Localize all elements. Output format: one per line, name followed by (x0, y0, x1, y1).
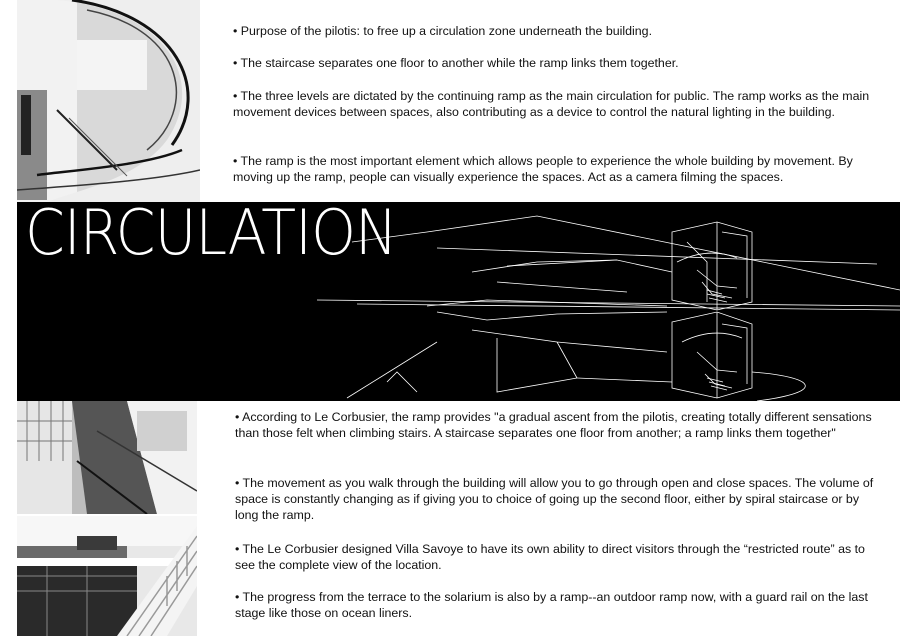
page-title: CIRCULATION (25, 202, 397, 269)
outdoor-ramp-photo (17, 516, 197, 636)
ramp-wireframe-drawing (17, 202, 900, 401)
bottom-paragraph-2: • The movement as you walk through the building will allow you to go through open and close spaces. The volume of space is constantly changing as if giving you to choice of going up the second floor, either by spiral staircase or by long the ramp. (235, 476, 874, 522)
bottom-paragraph-4: • The progress from the terrace to the solarium is also by a ramp--an outdoor ramp now, with a guard rail on the last stage like those on ocean liners. (235, 590, 868, 620)
ramp-corridor-photo (17, 401, 197, 514)
circulation-band (17, 202, 900, 401)
bottom-paragraph-1: • According to Le Corbusier, the ramp provides "a gradual ascent from the pilotis, creating totally different sensations than those felt when climbing stairs. A staircase separates one floor from another; a ramp links them together" (235, 410, 872, 440)
top-paragraph-1: • Purpose of the pilotis: to free up a circulation zone underneath the building. (233, 24, 653, 38)
top-paragraph-2: • The staircase separates one floor to another while the ramp links them together. (233, 56, 679, 70)
top-paragraph-3: • The three levels are dictated by the continuing ramp as the main circulation for public. The ramp works as the main movement devices between spaces, also contributing as a device to control the natural lighting in the building. (233, 89, 870, 119)
top-paragraph-4: • The ramp is the most important element which allows people to experience the whole building by movement. By moving up the ramp, people can visually experience the spaces. Act as a camera filming the spaces. (233, 154, 853, 184)
bottom-paragraph-3: • The Le Corbusier designed Villa Savoye to have its own ability to direct visitors through the “restricted route” as to see the complete view of the location. (235, 542, 865, 572)
spiral-staircase-photo (17, 0, 200, 202)
